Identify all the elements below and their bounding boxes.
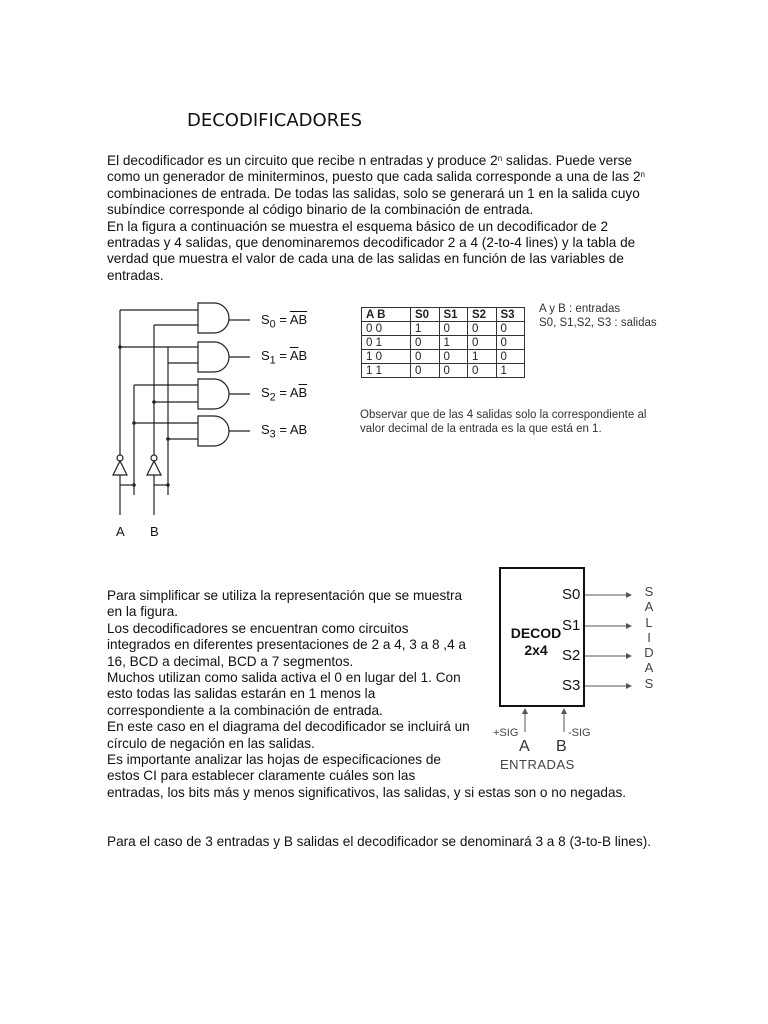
salidas-letter: D <box>644 645 654 661</box>
sig-minus-label: -SIG <box>568 727 591 739</box>
second-line-4: integrados en diferentes presentaciones de 2 a 4, 3 a 8 ,4 a <box>107 637 466 653</box>
decoder-gate-circuit <box>100 295 340 545</box>
header-ab: A B <box>362 308 411 322</box>
circuit-input-b: B <box>150 524 159 539</box>
block-output-s3: S3 <box>562 677 581 694</box>
cell: 0 <box>496 322 525 336</box>
intro-line-2: como un generador de miniterminos, puesto que cada salida corresponde a una de las 2$^n$ <box>107 169 645 185</box>
header-s1: S1 <box>439 308 468 322</box>
and-gate-3 <box>198 416 229 446</box>
salidas-letter: I <box>647 629 651 645</box>
entradas-label: ENTRADAS <box>500 757 575 772</box>
cell: 0 0 <box>362 322 411 336</box>
inverter-b <box>147 461 161 475</box>
cell: 0 <box>439 322 468 336</box>
salidas-letter: S <box>644 584 654 599</box>
inverter-a <box>113 461 127 475</box>
second-line-8: correspondiente a la combinación de entrada. <box>107 702 383 718</box>
salidas-letter: L <box>645 614 653 630</box>
decoder-label-line-2: 2x4 <box>524 642 548 658</box>
block-output-s2: S2 <box>562 647 581 664</box>
page-title: DECODIFICADORES <box>187 110 363 131</box>
cell: 0 <box>411 350 440 364</box>
table-note-line-1: Observar que de las 4 salidas solo la correspondiente al <box>360 409 647 421</box>
salidas-letter: S <box>644 675 654 691</box>
cell: 1 1 <box>362 364 411 378</box>
equation-s2: $S_2 = A\overline{B}$ <box>261 385 308 404</box>
block-input-b: B <box>556 738 567 755</box>
block-output-s1: S1 <box>562 617 581 634</box>
header-s0: S0 <box>411 308 440 322</box>
header-s3: S3 <box>496 308 525 322</box>
and-gate-0 <box>198 303 229 333</box>
decoder-label-line-1: DECOD <box>510 625 562 641</box>
equation-s3: $S_3$ = AB <box>261 422 308 441</box>
table-row <box>362 350 525 364</box>
header-s2: S2 <box>468 308 497 322</box>
second-line-10: círculo de negación en las salidas. <box>107 735 315 751</box>
cell: 0 <box>496 350 525 364</box>
second-line-6: Muchos utilizan como salida activa el 0 en lugar del 1. Con <box>107 670 461 686</box>
cell: 1 <box>468 350 497 364</box>
cell: 0 <box>468 336 497 350</box>
salidas-letter: A <box>644 660 654 676</box>
block-input-a: A <box>519 738 530 755</box>
cell: 0 <box>411 336 440 350</box>
and-gate-1 <box>198 342 229 372</box>
equation-s1: $S_1 = \overline{A}B$ <box>261 348 308 367</box>
intro-line-5: En la figura a continuación se muestra el esquema básico de un decodificador de 2 <box>107 218 609 234</box>
legend <box>539 302 657 330</box>
intro-line-1: El decodificador es un circuito que recibe n entradas y produce 2$^n$ salidas. Puede verse <box>107 153 633 168</box>
sig-plus-label: +SIG <box>493 727 519 739</box>
second-line-2: en la figura. <box>107 604 179 620</box>
salidas-vertical-label <box>643 584 655 691</box>
cell: 1 <box>439 336 468 350</box>
truth-table <box>361 307 525 378</box>
intro-line-4: subíndice corresponde al código binario de la combinación de entrada. <box>107 202 534 218</box>
second-line-1: Para simplificar se utiliza la representación que se muestra <box>107 588 463 603</box>
cell: 1 0 <box>362 350 411 364</box>
second-paragraph <box>107 588 626 801</box>
cell: 0 <box>439 350 468 364</box>
table-row <box>362 336 525 350</box>
cell: 0 <box>439 364 468 378</box>
second-line-11: Es importante analizar las hojas de especificaciones de <box>107 752 441 768</box>
equation-s0: $S_0 = \overline{A}\overline{B}$ <box>261 312 308 331</box>
intro-line-3: combinaciones de entrada. De todas las salidas, solo se generará un 1 en la salida cuyo <box>107 185 640 201</box>
intro-line-8: entradas. <box>107 267 164 283</box>
cell: 1 <box>496 364 525 378</box>
truth-table-header <box>362 308 525 322</box>
intro-paragraph <box>107 153 645 284</box>
second-line-5: 16, BCD a decimal, BCD a 7 segmentos. <box>107 653 354 669</box>
second-line-9: En este caso en el diagrama del decodificador se incluirá un <box>107 719 470 735</box>
cell: 1 <box>411 322 440 336</box>
and-gate-2 <box>198 379 229 409</box>
legend-outputs: S0, S1,S2, S3 : salidas <box>539 317 657 329</box>
cell: 0 <box>496 336 525 350</box>
final-paragraph: Para el caso de 3 entradas y B salidas el decodificador se denominará 3 a 8 (3-to-B lines). <box>107 834 652 849</box>
table-note <box>360 408 646 436</box>
intro-line-6: entradas y 4 salidas, que denominaremos decodificador 2 a 4 (2-to-4 lines) y la tabla de <box>107 235 636 251</box>
table-row <box>362 322 525 336</box>
table-row <box>362 364 525 378</box>
cell: 0 <box>411 364 440 378</box>
second-line-13: entradas, los bits más y menos significativos, las salidas, y si estas son o no negadas. <box>107 784 627 800</box>
cell: 0 <box>468 322 497 336</box>
legend-inputs: A y B : entradas <box>539 303 621 315</box>
intro-line-7: verdad que muestra el valor de cada una de las salidas en función de las variables de <box>107 251 624 267</box>
second-line-7: esto todas las salidas estarán en 1 menos la <box>107 686 376 702</box>
circuit-input-a: A <box>116 524 125 539</box>
cell: 0 <box>468 364 497 378</box>
salidas-letter: A <box>644 599 654 615</box>
block-output-s0: S0 <box>562 586 581 603</box>
second-line-12: estos CI para establecer claramente cuáles son las <box>107 768 416 784</box>
second-line-3: Los decodificadores se encuentran como circuitos <box>107 620 409 636</box>
table-note-line-2: valor decimal de la entrada es la que está en 1. <box>360 423 602 435</box>
cell: 0 1 <box>362 336 411 350</box>
